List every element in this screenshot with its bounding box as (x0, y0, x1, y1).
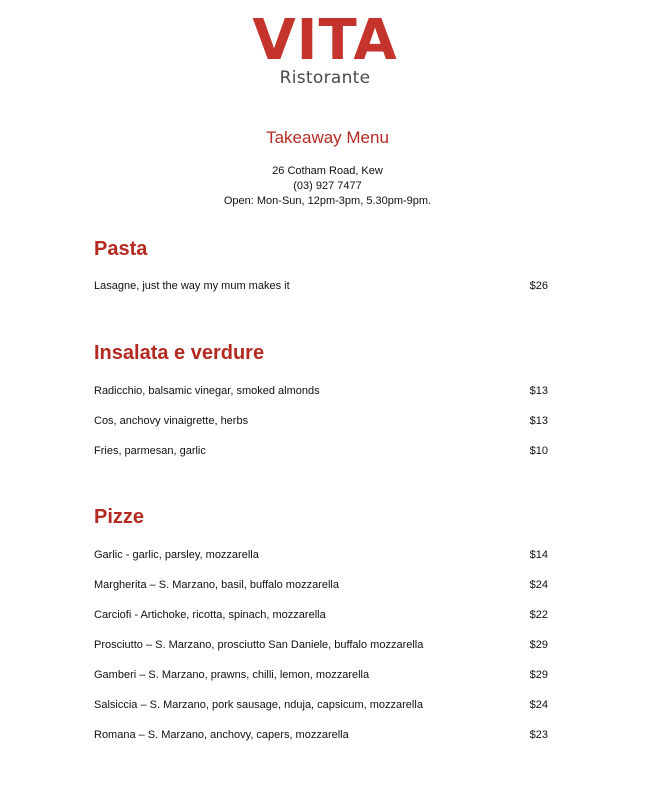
item-price: $13 (529, 415, 548, 427)
item-list (94, 279, 554, 309)
menu-item (94, 384, 554, 414)
menu-item (94, 638, 554, 668)
item-price: $13 (529, 385, 548, 397)
item-list (94, 548, 554, 758)
logo-wordmark: VITA (252, 8, 398, 73)
item-name: Salsiccia – S. Marzano, pork sausage, nduja, capsicum, mozzarella (94, 699, 423, 711)
phone-text: (03) 927 7477 (293, 180, 362, 192)
logo-subtitle: Ristorante (279, 68, 371, 88)
section-heading: Insalata e verdure (94, 342, 265, 364)
item-price: $26 (529, 280, 548, 292)
menu-item (94, 279, 554, 309)
section-heading: Pizze (94, 506, 145, 528)
menu-item (94, 668, 554, 698)
item-price: $22 (529, 609, 548, 621)
item-name: Carciofi - Artichoke, ricotta, spinach, mozzarella (94, 609, 326, 621)
item-name: Romana – S. Marzano, anchovy, capers, mozzarella (94, 729, 349, 741)
restaurant-logo (240, 8, 410, 88)
menu-item (94, 698, 554, 728)
item-price: $24 (529, 699, 548, 711)
section-heading: Pasta (94, 238, 148, 260)
item-name: Prosciutto – S. Marzano, prosciutto San Daniele, buffalo mozzarella (94, 639, 424, 651)
item-name: Lasagne, just the way my mum makes it (94, 280, 290, 292)
item-name: Cos, anchovy vinaigrette, herbs (94, 415, 249, 427)
item-name: Garlic - garlic, parsley, mozzarella (94, 549, 259, 561)
menu-item (94, 444, 554, 474)
menu-item (94, 578, 554, 608)
menu-item (94, 608, 554, 638)
item-price: $23 (529, 729, 548, 741)
item-price: $29 (529, 639, 548, 651)
section-pasta (94, 237, 554, 309)
contact-info (0, 164, 655, 209)
menu-item (94, 548, 554, 578)
menu-item (94, 728, 554, 758)
menu-title: Takeaway Menu (266, 128, 389, 147)
section-pizze (94, 505, 554, 758)
item-price: $29 (529, 669, 548, 681)
item-price: $24 (529, 579, 548, 591)
item-price: $10 (529, 445, 548, 457)
item-price: $14 (529, 549, 548, 561)
item-name: Fries, parmesan, garlic (94, 445, 206, 457)
section-insalata (94, 341, 554, 474)
item-name: Gamberi – S. Marzano, prawns, chilli, lemon, mozzarella (94, 669, 370, 681)
item-list (94, 384, 554, 474)
item-name: Radicchio, balsamic vinegar, smoked almonds (94, 385, 320, 397)
menu-item (94, 414, 554, 444)
item-name: Margherita – S. Marzano, basil, buffalo mozzarella (94, 579, 339, 591)
address-text: 26 Cotham Road, Kew (272, 165, 383, 177)
opening-hours-text: Open: Mon-Sun, 12pm-3pm, 5.30pm-9pm. (223, 195, 432, 207)
